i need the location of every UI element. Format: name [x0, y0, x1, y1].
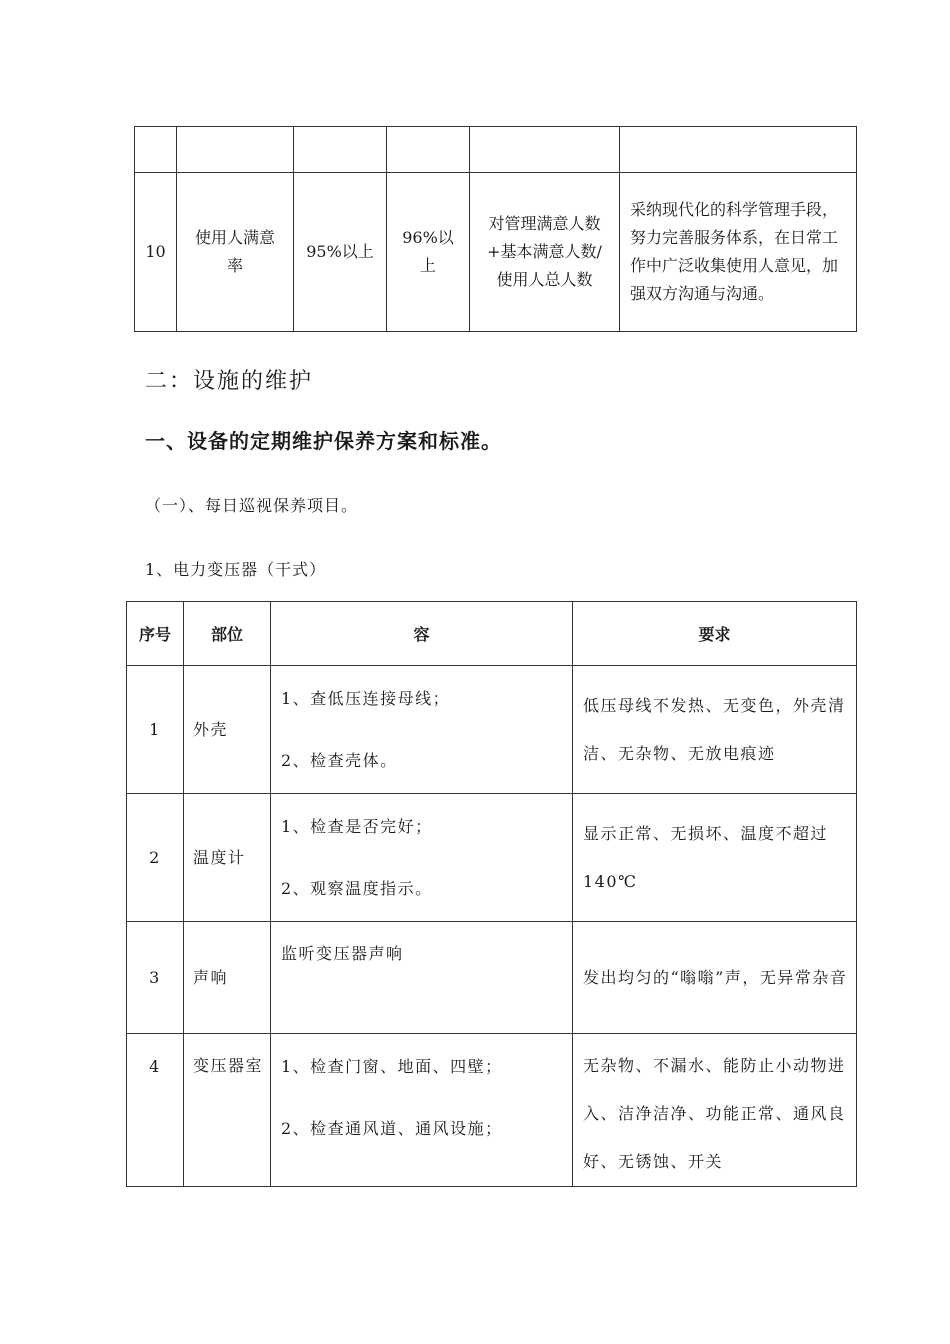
cell-actual: 96%以上: [387, 173, 470, 332]
sub-heading: （一）、每日巡视保养项目。: [145, 496, 359, 515]
cell-standard: [294, 127, 387, 173]
cell-requirement: 无杂物、不漏水、能防止小动物进入、洁净洁净、功能正常、通风良好、无锈蚀、开关: [573, 1034, 857, 1187]
cell-part: 声响: [184, 922, 271, 1034]
cell-no: 1: [127, 666, 184, 794]
content-line: 2、观察温度指示。: [281, 878, 433, 898]
cell-part: 温度计: [184, 794, 271, 922]
cell-formula: 对管理满意人数+基本满意人数/使用人总人数: [470, 173, 620, 332]
kpi-table: [134, 126, 857, 332]
cell-part: 外壳: [184, 666, 271, 794]
cell-content: [271, 922, 573, 1034]
cell-item: 使用人满意率: [177, 173, 294, 332]
cell-content: [271, 666, 573, 794]
cell-content: [271, 794, 573, 922]
content-line: 监听变压器声响: [281, 944, 404, 963]
table-row: [127, 666, 857, 794]
content-line: 1、检查是否完好；: [281, 816, 433, 836]
cell-requirement: 发出均匀的“嗡嗡”声，无异常杂音: [573, 922, 857, 1034]
cell-no: 3: [127, 922, 184, 1034]
cell-actual: [387, 127, 470, 173]
cell-formula: [470, 127, 620, 173]
cell-no: 4: [127, 1034, 184, 1187]
heading-1: 一、设备的定期维护保养方案和标准。: [145, 429, 502, 453]
cell-item: [177, 127, 294, 173]
table-row: [135, 127, 857, 173]
header-no: 序号: [127, 602, 184, 666]
section-title: 二：设施的维护: [145, 369, 314, 394]
maintenance-table: [126, 601, 857, 1187]
content-line: 2、检查通风道、通风设施；: [281, 1119, 503, 1138]
cell-no: [135, 127, 177, 173]
table-row: [127, 794, 857, 922]
cell-content: [271, 1034, 573, 1187]
cell-requirement: 显示正常、无损坏、温度不超过 140℃: [573, 794, 857, 922]
cell-no: 2: [127, 794, 184, 922]
cell-requirement: 低压母线不发热、无变色，外壳清洁、无杂物、无放电痕迹: [573, 666, 857, 794]
item-heading: 1、电力变压器（干式）: [145, 560, 327, 579]
header-requirement: 要求: [573, 602, 857, 666]
header-content: 容: [271, 602, 573, 666]
cell-standard: 95%以上: [294, 173, 387, 332]
table-header-row: [127, 602, 857, 666]
content-line: 1、检查门窗、地面、四壁；: [281, 1057, 503, 1076]
cell-measures: 采纳现代化的科学管理手段，努力完善服务体系，在日常工作中广泛收集使用人意见，加强双方沟通与沟通。: [620, 173, 857, 332]
table-row: [127, 922, 857, 1034]
cell-measures: [620, 127, 857, 173]
table-row: [135, 173, 857, 332]
cell-part: 变压器室: [184, 1034, 271, 1187]
table-row: [127, 1034, 857, 1187]
cell-no: 10: [135, 173, 177, 332]
header-part: 部位: [184, 602, 271, 666]
content-line: 1、查低压连接母线；: [281, 688, 451, 708]
content-line: 2、检查壳体。: [281, 750, 398, 770]
